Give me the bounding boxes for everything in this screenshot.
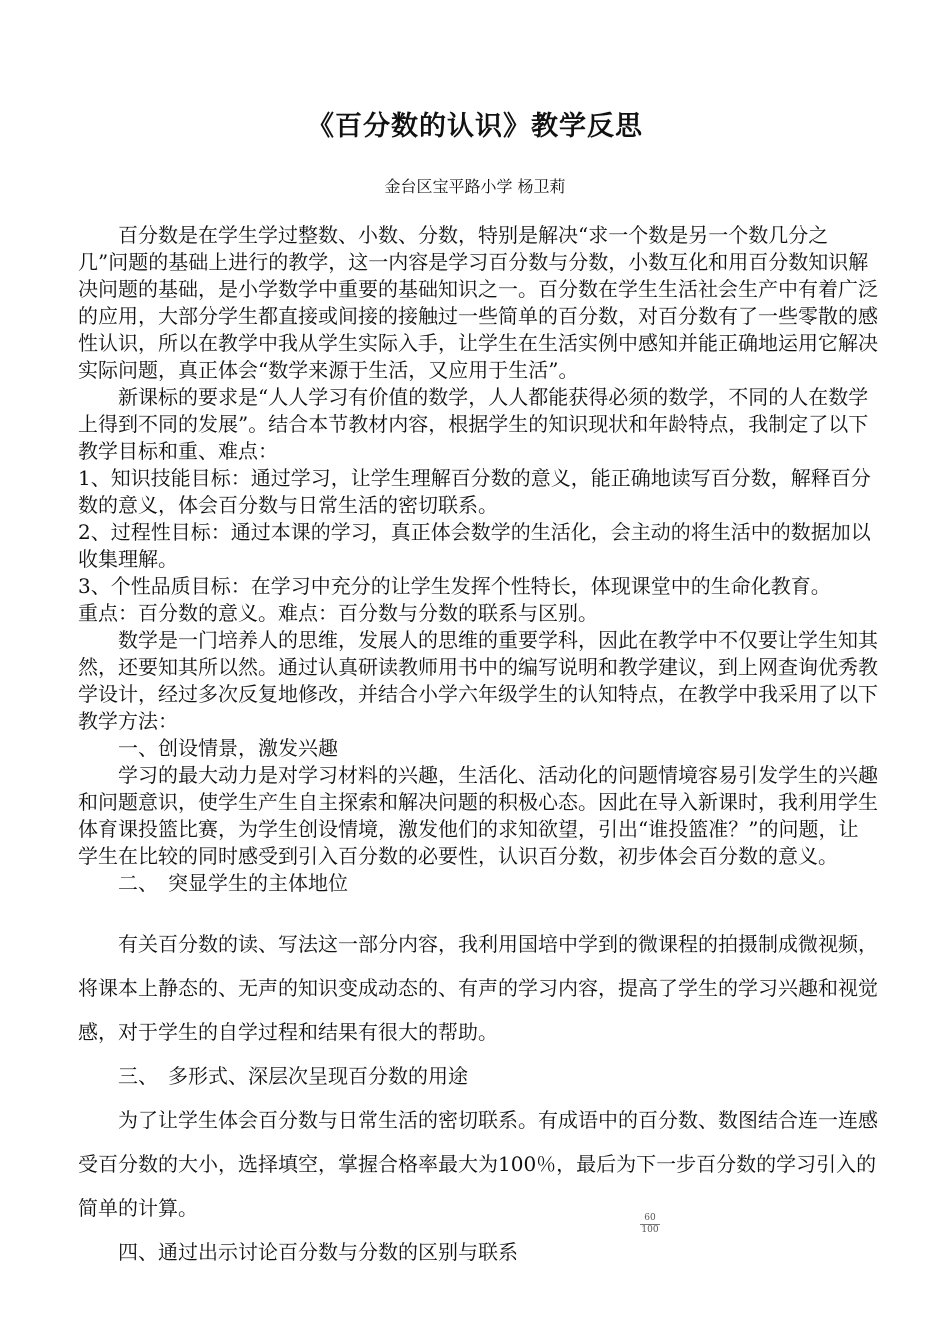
body-section-2 xyxy=(78,922,878,1274)
author-line: 金台区宝平路小学 杨卫莉 xyxy=(384,177,566,196)
fraction-figure xyxy=(640,1213,660,1236)
heading-three: 三、 多形式、深层次呈现百分数的用途 xyxy=(78,1064,468,1088)
paragraph-standard: 新课标的要求是“人人学习有价值的数学，人人都能获得必须的数学，不同的人在数学上得到不同的发展”。结合本节教材内容，根据学生的知识现状和年龄特点，我制定了以下教学目标和重、难点： xyxy=(78,385,869,463)
fraction-denominator: 100 xyxy=(641,1225,659,1235)
body-section-1 xyxy=(78,222,878,897)
heading-four: 四、通过出示讨论百分数与分数的区别与联系 xyxy=(78,1240,518,1264)
fraction-numerator: 60 xyxy=(644,1213,656,1223)
key-points: 重点：百分数的意义。难点：百分数与分数的联系与区别。 xyxy=(78,601,598,625)
paragraph-microvideo: 有关百分数的读、写法这一部分内容，我利用国培中学到的微课程的拍摄制成微视频，将课本上静态的、无声的知识变成动态的、有声的学习内容，提高了学生的学习兴趣和视觉感，对于学生的自学过程和结果有很大的帮助。 xyxy=(78,932,878,1044)
paragraph-method: 数学是一门培养人的思维，发展人的思维的重要学科，因此在教学中不仅要让学生知其然，还要知其所以然。通过认真研读教师用书中的编写说明和教学建议，到上网查询优秀教学设计，经过多次反复地修改，并结合小学六年级学生的认知特点，在教学中我采用了以下教学方法： xyxy=(78,628,878,733)
goal-character: 3、个性品质目标：在学习中充分的让学生发挥个性特长，体现课堂中的生命化教育。 xyxy=(78,574,831,598)
goal-knowledge: 1、知识技能目标：通过学习，让学生理解百分数的意义，能正确地读写百分数，解释百分数的意义，体会百分数与日常生活的密切联系。 xyxy=(78,466,871,517)
document-title: 《百分数的认识》教学反思 xyxy=(307,111,643,142)
goal-process: 2、过程性目标：通过本课的学习，真正体会数学的生活化，会主动的将生活中的数据加以收集理解。 xyxy=(78,520,871,571)
heading-two: 二、 突显学生的主体地位 xyxy=(78,871,348,895)
paragraph-interest: 学习的最大动力是对学习材料的兴趣，生活化、活动化的问题情境容易引发学生的兴趣和问题意识，使学生产生自主探索和解决问题的积极心态。因此在导入新课时，我利用学生体育课投篮比赛，为学生创设情境，激发他们的求知欲望，引出“谁投篮准？”的问题，让学生在比较的同时感受到引入百分数的必要性，认识百分数，初步体会百分数的意义。 xyxy=(78,763,878,868)
paragraph-intro: 百分数是在学生学过整数、小数、分数，特别是解决“求一个数是另一个数几分之几”问题的基础上进行的教学，这一内容是学习百分数与分数，小数互化和用百分数知识解决问题的基础，是小学数学中重要的基础知识之一。百分数在学生生活社会生产中有着广泛的应用，大部分学生都直接或间接的接触过一些简单的百分数，对百分数有了一些零散的感性认识，所以在教学中我从学生实际入手，让学生在生活实例中感知并能正确地运用它解决实际问题，真正体会“数学来源于生活，又应用于生活”。 xyxy=(78,223,878,382)
heading-one: 一、创设情景，激发兴趣 xyxy=(78,736,338,760)
paragraph-usage: 为了让学生体会百分数与日常生活的密切联系。有成语中的百分数、数图结合连一连感受百分数的大小，选择填空，掌握合格率最大为100％，最后为下一步百分数的学习引入的简单的计算。 xyxy=(78,1108,878,1220)
